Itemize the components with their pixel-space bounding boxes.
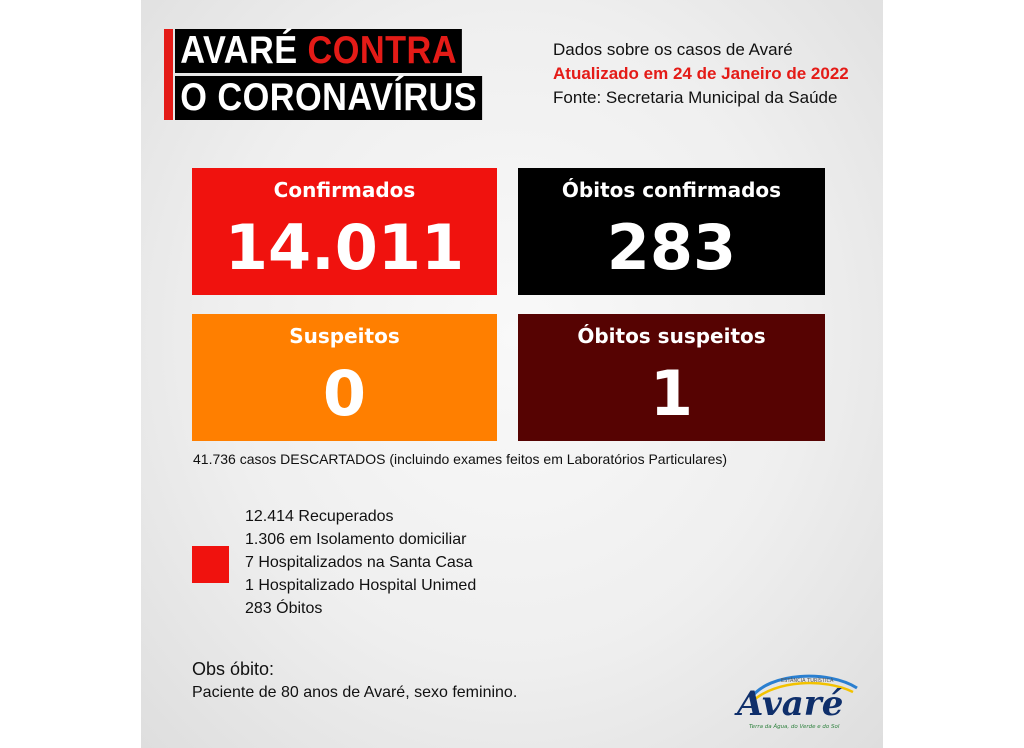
- discarded-cases-note: 41.736 casos DESCARTADOS (incluindo exames feitos em Laboratórios Particulares): [193, 451, 728, 467]
- suspected-deaths-value: 1: [649, 357, 694, 430]
- avare-logo: [729, 668, 869, 734]
- logo-tagline: Terra da Água, do Verde e do Sol: [749, 724, 840, 730]
- suspected-deaths-card: [518, 314, 825, 441]
- suspected-value: 0: [322, 357, 367, 430]
- confirmed-deaths-label: Óbitos confirmados: [561, 178, 782, 202]
- header-info: [553, 38, 849, 110]
- obs-text: Paciente de 80 anos de Avaré, sexo feminino.: [192, 684, 518, 701]
- confirmed-deaths-value: 283: [606, 211, 737, 284]
- update-date: Atualizado em 24 de Janeiro de 2022: [553, 64, 849, 83]
- suspected-deaths-label: Óbitos suspeitos: [577, 324, 766, 348]
- suspected-card: [192, 314, 497, 441]
- confirmed-value: 14.011: [224, 211, 465, 284]
- title-contra: CONTRA: [307, 29, 457, 72]
- suspected-label: Suspeitos: [289, 324, 400, 348]
- title-city: AVARÉ: [180, 29, 298, 72]
- title-accent-bar: [164, 29, 173, 120]
- summary-home-isolation: 1.306 em Isolamento domiciliar: [245, 531, 467, 548]
- confirmed-deaths-card: [518, 168, 825, 295]
- data-source: Fonte: Secretaria Municipal da Saúde: [553, 88, 838, 107]
- summary-deaths: 283 Óbitos: [245, 600, 323, 617]
- summary-hospitalized-santa-casa: 7 Hospitalizados na Santa Casa: [245, 554, 473, 571]
- legend-square: [192, 546, 229, 583]
- header-heading: Dados sobre os casos de Avaré: [553, 40, 793, 59]
- case-summary-list: [245, 505, 476, 620]
- logo-top-text: ESTÂNCIA TURÍSTICA: [781, 678, 834, 684]
- summary-hospitalized-unimed: 1 Hospitalizado Hospital Unimed: [245, 577, 477, 594]
- confirmed-card: [192, 168, 497, 295]
- obs-title: Obs óbito:: [192, 659, 275, 679]
- confirmed-label: Confirmados: [273, 178, 416, 202]
- poster: [141, 0, 883, 748]
- title-line-1: [175, 29, 462, 73]
- title-line-2: O CORONAVÍRUS: [175, 76, 482, 120]
- logo-wordmark: Avaré: [737, 684, 844, 724]
- summary-recovered: 12.414 Recuperados: [245, 508, 394, 525]
